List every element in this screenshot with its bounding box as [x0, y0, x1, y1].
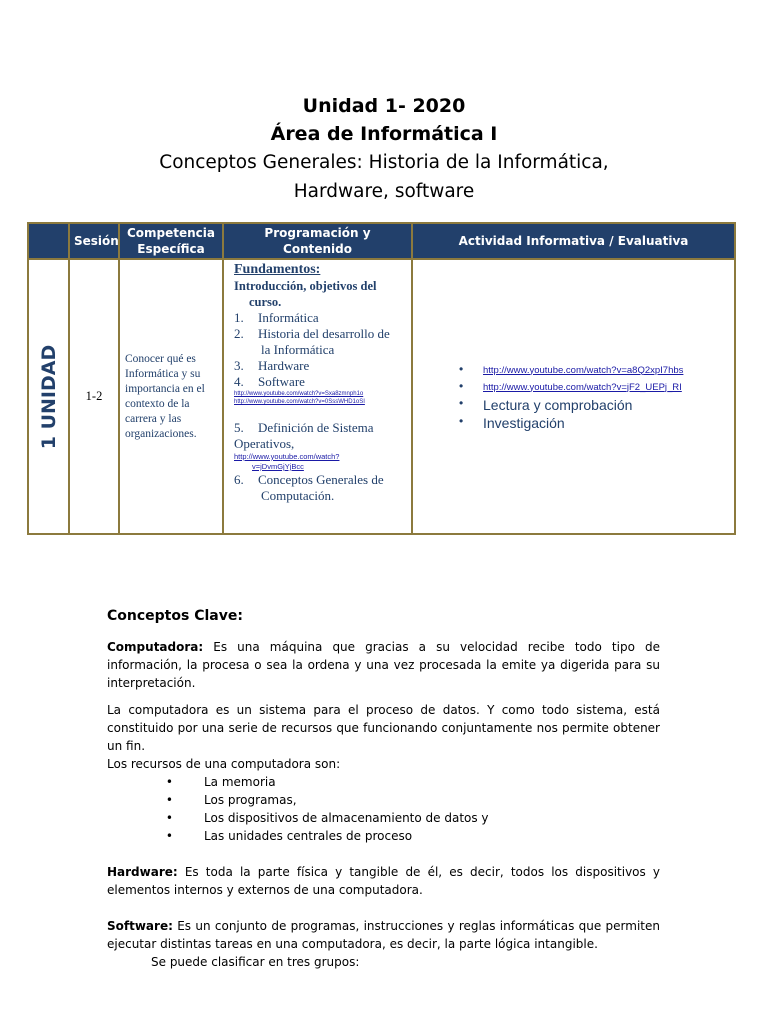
list-item: • Los programas,: [107, 791, 660, 809]
list-item: [459, 379, 733, 396]
table-header-row: [28, 223, 735, 259]
key-concepts-heading: Conceptos Clave:: [107, 608, 243, 624]
list-item-cont: Computación.: [261, 488, 335, 503]
youtube-link-os-cont[interactable]: v=jDvmGjYjBcc: [252, 462, 304, 471]
bullet-icon: •: [459, 395, 464, 410]
clasificar-line: Se puede clasificar en tres grupos:: [151, 955, 360, 969]
spacer: [234, 406, 407, 420]
list-item: • Las unidades centrales de proceso: [107, 827, 660, 845]
title-unit: Unidad 1- 2020: [302, 95, 466, 117]
activity-lectura: Lectura y comprobación: [483, 396, 633, 413]
title-topic-line1: Conceptos Generales: Historia de la Informática,: [159, 152, 609, 173]
computadora-paragraph: Computadora: Es una máquina que gracias a su velocidad recibe todo tipo de información, la procesa o sea la ordena y una vez procesada la emite ya digerida para su interpretación.: [107, 640, 660, 690]
list-item-cont: Operativos,: [234, 436, 295, 451]
intro-line: Introducción, objetivos del: [234, 279, 377, 293]
table-row: [28, 259, 735, 534]
program-table: [27, 222, 736, 535]
list-item: 5. Definición de Sistema: [234, 420, 374, 435]
sistema-paragraph: La computadora es un sistema para el proceso de datos. Y como todo sistema, está constituido por una serie de recursos que funcionando conjuntamente nos permite obtener un fin.: [107, 703, 660, 753]
fundamentos-heading: Fundamentos:: [234, 262, 321, 277]
competencia-cell: Conocer qué es Informática y su importancia en el contexto de la carrera y las organizaciones.: [119, 259, 223, 534]
computadora-label: Computadora:: [107, 640, 204, 654]
bullet-icon: •: [165, 829, 173, 843]
list-item: 3. Hardware: [234, 358, 310, 373]
list-item: 1. Informática: [234, 310, 319, 325]
unit-label: 1 UNIDAD: [37, 344, 60, 449]
header-competencia: Competencia Específica: [119, 223, 223, 259]
software-label: Software:: [107, 919, 173, 933]
list-item: • Los dispositivos de almacenamiento de datos y: [107, 809, 660, 827]
youtube-link-1[interactable]: http://www.youtube.com/watch?v=a8Q2xpI7hbs: [483, 364, 684, 376]
list-item: 4. Software: [234, 374, 305, 389]
list-item: 2. Historia del desarrollo de: [234, 326, 390, 341]
software-paragraph: Software: Es un conjunto de programas, instrucciones y reglas informáticas que permiten ejecutar distintas tareas en una computadora, es decir, la parte lógica intangible.: [107, 919, 660, 951]
list-item: [459, 414, 733, 432]
youtube-link-os[interactable]: http://www.youtube.com/watch?: [234, 452, 340, 461]
actividad-list: [459, 362, 733, 432]
bullet-icon: •: [459, 378, 464, 393]
header-programacion: Programación y Contenido: [223, 223, 412, 259]
intro-line-cont: curso.: [249, 295, 282, 309]
bullet-icon: •: [459, 361, 464, 376]
list-item: • La memoria: [107, 773, 660, 791]
bullet-icon: •: [165, 793, 173, 807]
recursos-intro: Los recursos de una computadora son:: [107, 757, 341, 771]
hardware-label: Hardware:: [107, 865, 178, 879]
bullet-icon: •: [165, 811, 173, 825]
bullet-icon: •: [459, 413, 464, 428]
key-concepts-section: [107, 606, 660, 971]
list-item: [459, 362, 733, 379]
header-sesion: Sesión: [69, 223, 119, 259]
youtube-link-software-1[interactable]: http://www.youtube.com/watch?v=Sxa8zmnph1o: [234, 391, 364, 397]
bullet-icon: •: [165, 775, 173, 789]
document-title-block: [0, 92, 768, 206]
session-cell: 1-2: [69, 259, 119, 534]
actividad-cell: [412, 259, 735, 534]
header-actividad: Actividad Informativa / Evaluativa: [412, 223, 735, 259]
hardware-paragraph: Hardware: Es toda la parte física y tangible de él, es decir, todos los dispositivos y elementos internos y externos de una computadora.: [107, 865, 660, 897]
header-blank: [28, 223, 69, 259]
list-item-cont: la Informática: [261, 342, 335, 357]
unit-cell: [28, 259, 69, 534]
title-area: Área de Informática I: [270, 123, 498, 145]
programacion-cell: [223, 259, 412, 534]
recursos-list: [107, 773, 660, 845]
youtube-link-software-2[interactable]: http://www.youtube.com/watch?v=0SssWHD1oSI: [234, 399, 365, 405]
activity-investigacion: Investigación: [483, 414, 565, 431]
list-item: 6. Conceptos Generales de: [234, 472, 384, 487]
youtube-link-2[interactable]: http://www.youtube.com/watch?v=jF2_UEPj_RI: [483, 381, 682, 393]
list-item: [459, 396, 733, 414]
title-topic-line2: Hardware, software: [293, 181, 475, 202]
